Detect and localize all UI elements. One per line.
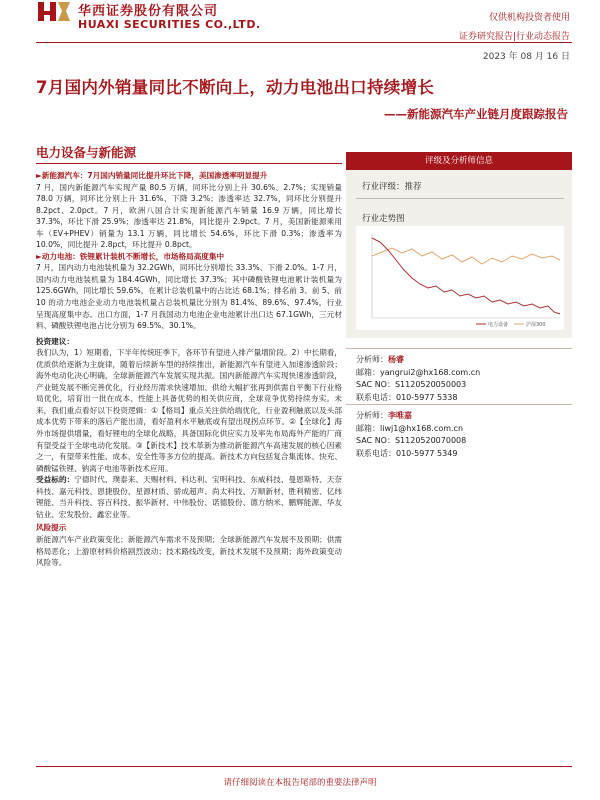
investment-advice-paragraph: 我们认为，1）短期看，下半年传统旺季下，各环节有望进入排产量增阶段。2）中长期看，优质供给逐渐为主旋律，随着后续新车型的持续推出，新能源汽车有望进入加速渗透阶段；海外电动化决心明确，全球新能源汽车发展实现共振。国内新能源汽车实现快速渗透阶段，产业链发展不断完善优化，行业经历需求快速增加、供给大幅扩张再到供需自平衡下行业格局优化，培育出一批在成本、性能上具备优势的相关供应商，全球竞争优势持续夯实。未来，我们重点看好以下投资逻辑：①【格局】重点关注供给端优化，行业盈利触底以及头部成本优势下带来的落后产能出清，看好盈利水平触底或有望出现拐点环节。②【全球化】海外市场提供增量，看好锂电的全球化战略，具备国际化供应实力及率先布局海外产能的厂商有望受益于全球电动化发展。③【新技术】技术革新为推动新能源汽车高速发展的核心因素之一，有望带来性能、成本、安全性等多方位的提高。新技术方向包括复合集流体、快充、磷酸锰铁锂、钠离子电池等新技术应用。 [36, 348, 342, 473]
audience-tagline: 仅供机构投资者使用 [488, 13, 570, 23]
section-divider [36, 163, 342, 164]
analyst-email: yangrui2@hx168.com.cn [380, 367, 481, 377]
email-label: 邮箱： [356, 367, 380, 377]
beneficiaries-list: 宁德时代、璞泰来、天赐材料、科达利、宝明科技、东威科技、曼恩斯特、天奈科技、嘉元科技、恩捷股份、星源材质、骄成超声、尚太科技、万顺新材、胜利精密、亿纬锂能、当升科技、容百科技、振华新材、中伟股份、诺德股份、德方纳米、鹏辉能源、华友钴业、宏发股份、鑫宏业等。 [36, 475, 343, 519]
analyst-phone: 010-5977 5349 [396, 448, 458, 458]
footer-divider [36, 766, 572, 767]
analyst-label: 分析师： [356, 355, 388, 364]
nev-paragraph: 7 月，国内新能源汽车实现产量 80.5 万辆，同环比分别上升 30.6%、2.7%；实现销量 78.0 万辆，同环比分别上升 31.6%、下降 3.2%；渗透率达 32.7%，同环比分别提升 8.2pct、2.0pct。7 月，欧洲八国合计实现新能源汽车销量 16.9 万辆，同比增长 37.3%，环比下滑 25.9%；渗透率达 21.8%，同比提升 2.9pct。7 月，美国新能源乘用车（EV+PHEV）销量为 13.1 万辆，同比增长 54.6%，环比下滑 0.3%；渗透率为 10.0%，同比提升 2.8pct，环比提升 0.8pct。 [36, 182, 342, 250]
phone-label: 联系电话： [356, 448, 396, 458]
analyst-email: liwj1@hx168.com.cn [380, 423, 464, 433]
analyst-phone: 010-5977 5338 [396, 392, 458, 402]
trend-chart-title: 行业走势图 [362, 214, 405, 224]
email-label: 邮箱： [356, 423, 380, 433]
rating-analyst-header: 评级及分析师信息 [346, 152, 572, 170]
beneficiaries-heading: 受益标的： [36, 475, 75, 485]
company-logo [36, 0, 72, 22]
analyst-name: 杨睿 [388, 355, 404, 364]
industry-section-tag: 电力设备与新能源 [36, 145, 137, 160]
report-subtitle: ——新能源汽车产业链月度跟踪报告 [384, 107, 568, 121]
analyst-card [356, 354, 572, 404]
rating-value: 推荐 [404, 182, 422, 192]
analyst-name: 李唯嘉 [388, 411, 412, 420]
battery-heading: ►动力电池：铁锂累计装机不断增长，市场格局高度集中 [36, 251, 225, 261]
industry-trend-chart [356, 226, 564, 330]
risk-paragraph: 新能源汽车产业政策变化；新能源汽车需求不及预期；全球新能源汽车发展不及预期；供需格局恶化；上游原材料价格剧烈波动；技术路线改变，新技术发展不及预期；海外政策变动风险等。 [36, 534, 342, 568]
battery-paragraph: 7 月，国内动力电池装机量为 32.2GWh，同环比分别增长 33.3%、下滑 2.0%。1-7 月，国内动力电池装机量为 184.4GWh，同比增长 37.3%；其中磷酸铁锂电池累计装机量为 125.6GWh，同比增长 59.6%，在累计总装机量中的占比达 68.1%；排名前 3、前 5、前 10 的动力电池企业动力电池装机量占总装机量比分别为 81.4%、89.6%、97.4%，行业呈现高度集中态。出口方面，1-7 月我国动力电池企业电池累计出口达 67.1GWh，三元材料、磷酸铁锂电池占比分别为 69.5%、30.1%。 [36, 263, 342, 331]
nev-heading: ►新能源汽车：7月国内销量同比提升环比下降，美国渗透率明显提升 [36, 171, 268, 180]
report-date: 2023 年 08 月 16 日 [482, 52, 570, 62]
sac-label: SAC NO： [356, 380, 395, 389]
report-title: 7月国内外销量同比不断向上，动力电池出口持续增长 [36, 78, 435, 97]
analyst-card [356, 410, 572, 460]
header-divider [36, 42, 572, 43]
company-name-en: HUAXI SECURITIES CO.,LTD. [78, 18, 261, 31]
rating-divider [356, 198, 564, 199]
legal-notice: 请仔细阅读在本报告尾部的重要法律声明 [223, 778, 377, 788]
investment-advice-heading: 投资建议： [36, 336, 74, 346]
analyst-divider [346, 404, 572, 405]
legend-index: 沪深300 [526, 322, 546, 328]
legend-industry: 电力设备 [488, 322, 509, 328]
analyst-sac: S1120520070008 [394, 436, 467, 445]
analyst-sac: S1120520050003 [394, 380, 467, 389]
company-name-cn: 华西证券股份有限公司 [78, 4, 219, 19]
risk-heading: 风险提示 [36, 523, 67, 533]
industry-rating [362, 180, 422, 192]
rating-label: 行业评级： [362, 182, 405, 192]
report-body [36, 170, 342, 569]
sac-label: SAC NO： [356, 436, 395, 445]
report-type: 证券研究报告|行业动态报告 [458, 32, 570, 42]
analyst-divider [346, 348, 572, 349]
phone-label: 联系电话： [356, 392, 396, 402]
analyst-label: 分析师： [356, 411, 388, 420]
